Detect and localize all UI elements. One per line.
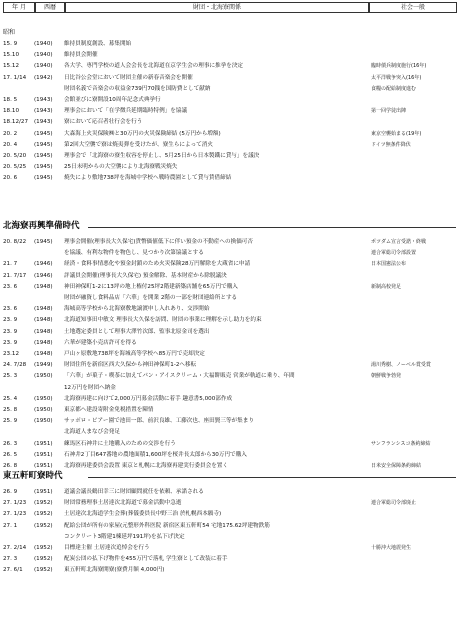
row-event: 「六華」が菓子・喫茶に加えてパン・アイスクリーム・大福餅販売 営業が軌道に乗り、年間 [64,373,295,380]
row-year: (1951) [34,463,53,469]
row-year: (1952) [34,556,53,563]
row-year: (1942) [34,74,53,81]
section-header [0,470,460,484]
row-year: (1945) [34,239,53,245]
row-event: 財団が融資し食料品店「六華」を開業 2階の一部を財団連絡所とする [64,295,238,301]
row-general: 連合軍総司令部廃止 [371,500,417,507]
row-date: 27. 6/1 [3,567,23,574]
row-event: 12万円を財団へ納金 [64,384,116,391]
row-year: (1945) [34,130,53,137]
row-year: (1952) [34,500,53,507]
row-event: 道議会議長鶴田幸三に財団顧問就任を依頼、承諾される [64,489,204,495]
row-event: 寮において応召者壮行会を行う [64,119,143,126]
row-event: 東五軒町北海寮開寮(寮費月額 4,000円) [64,567,165,574]
row-year: (1951) [34,489,53,495]
row-date: 27. 1 [3,522,18,529]
row-year: (1948) [34,283,53,290]
row-event: 東京都へ建設寄附金免税措置を陳情 [64,407,154,413]
row-general: 臨時債兵制度施行(16年) [371,63,427,70]
row-year: (1952) [34,522,53,529]
row-year: (1950) [34,418,53,425]
row-year: (1948) [34,328,53,335]
row-event: 維持員会開催 [64,52,98,59]
row-date: 27. 1/23 [3,500,27,507]
row-event: 財団常務理事土居達次北海道で募金活動中急逝 [64,500,182,507]
row-year: (1943) [34,108,53,115]
row-date: 21. 7 [3,261,18,268]
row-year: (1946) [34,261,53,268]
row-general: ドイツ無条件降伏 [371,141,411,148]
row-date: 24. 7/28 [3,362,27,369]
row-event: 25日未明からの大空襲により北海寮戦災焼失 [64,164,178,171]
row-event: 第2回大空襲で寮は焼夷弾を受けたが、寮生らによって消火 [64,141,213,148]
row-year: (1952) [34,567,53,574]
row-event: 配炭公団の払下げ物件を455万円で落札 学生寮として改装に着手 [64,556,228,563]
row-event: 大森海上火災保険㈱と30万円の火災保険締結 (5万円から増額) [64,130,221,137]
row-date: 25. 8 [3,407,18,413]
header-year-month: 年 月 [3,2,35,13]
row-event: 目標達主催 土居達次追悼会を行う [64,545,150,551]
row-year: (1951) [34,440,53,447]
row-general: 第一回学徒出陣 [371,108,407,115]
row-year: (1952) [34,545,53,551]
row-event: 日比谷公会堂において財団主催の新春音楽会を開催 [64,74,193,81]
row-event: 練馬区石神井に土地購入のための交渉を行う [64,440,176,447]
section-rule [88,477,456,478]
row-year: (1940) [34,52,53,59]
row-event: 財団住所を新宿区西大久保から神田神保町1-2へ移転 [64,362,197,369]
row-event: 焼失により敷地738坪を海城中学校へ戦時農園として貸与賃借締結 [64,175,232,182]
row-date: 26. 9 [3,489,18,495]
row-year: (1948) [34,351,53,357]
row-event: 六華が建築小売店許可を得る [64,339,137,346]
row-event: 北海寮再建に向けて2,000万円募金活動に着手 趣意書5,000部作成 [64,395,233,402]
row-event: サッポロ・ビアー園で池田一郎、前沢良雄、工藤次也、座田賢三等が集まり [64,418,254,425]
row-date: 15.12 [3,63,20,70]
row-year: (1945) [34,175,53,182]
row-year: (1945) [34,141,53,148]
row-event: 各大学、専門学校の道人会会長を北海道在京学生会の理事に推挙を決定 [64,63,244,70]
era-label: 昭和 [3,29,16,36]
section-title: 東五軒町寮時代 [3,471,63,481]
row-date: 23. 6 [3,283,18,290]
row-event: 神田神保町1-2に13坪の地上権付25坪2階建新築店舗を65万円で購入 [64,283,238,290]
row-date: 23. 9 [3,328,18,335]
row-date: 15. 9 [3,41,18,47]
row-date: 27. 2/14 [3,545,27,551]
row-year: (1943) [34,119,53,126]
row-event: 北海寮再建委員会設置 東京と札幌に北海寮再建実行委員会を置く [64,463,228,469]
row-date: 18. 5 [3,97,18,103]
row-date: 20. 5/25 [3,164,27,171]
row-date: 27. 3 [3,556,18,563]
row-event: 経済・食料事情悪化や預金封鎖のため火災保険28万円解除を大蔵省に申請 [64,261,251,268]
row-date: 15.10 [3,52,20,59]
row-date: 20. 8/22 [3,239,27,245]
row-year: (1948) [34,317,53,324]
row-year: (1940) [34,63,53,70]
section-rule [88,227,456,228]
row-year: (1945) [34,164,53,171]
row-date: 23. 9 [3,339,18,346]
row-date: 23. 9 [3,317,18,324]
row-general: 湯川秀樹、ノーベル賞受賞 [371,362,431,369]
row-date: 25. 3 [3,373,18,380]
row-date: 17. 1/14 [3,74,27,81]
row-year: (1952) [34,511,53,518]
row-general: 日本国憲法公布 [371,261,407,268]
row-general: ポツダム宣言受諾・終戦 [371,239,426,245]
row-date: 20. 2 [3,130,18,137]
row-general: 朝鮮戦争勃発 [371,373,402,380]
row-year: (1943) [34,97,53,103]
row-event: 理事会で「北海寮の寮生収容を停止し、5月25日から日本製鐵に貸与」を議決 [64,153,260,159]
row-date: 21. 7/17 [3,272,27,279]
row-date: 26. 3 [3,440,18,447]
row-date: 18.10 [3,108,20,115]
row-event: 財団名義で音楽会の収益金739円70銭を国防費として献納 [64,85,211,92]
row-event: を協議、有利な物件を物色し、見つかり次第協議とする [64,250,204,257]
row-event: 理事会開催(理事長大久保宅)貨幣価値低下に伴い預金の不動産への換価可否 [64,239,253,245]
row-general: 十勝沖大地震発生 [371,545,412,551]
row-general: 食糧の配給制度進む [371,85,417,92]
row-date: 18.12/27 [3,119,29,126]
row-event: 評議員会開催(理事長大久保宅) 預金解除、基本財産から除脱議決 [64,272,227,279]
row-event: 北海道人まなび会発足 [64,429,120,436]
row-date: 20. 6 [3,175,18,182]
row-year: (1948) [34,306,53,313]
section-title: 北海寮再興準備時代 [3,221,80,231]
section-header [0,220,460,234]
row-general: サンフランシスコ条約締結 [371,440,431,447]
row-year: (1945) [34,153,53,159]
row-event: 海城高等学校から北海寮敷地譲渡申し入れあり、交渉開始 [64,306,210,313]
row-event: 北海道知事田中敏文 理事長大久保を訪問、財団の事業に理解を示し助力を約束 [64,317,262,324]
row-general: 太平洋戦争突入(16年) [371,74,422,81]
row-general: 東京空襲始まる(19年) [371,130,422,137]
row-event: 維持員制度創設、募集開始 [64,41,132,47]
row-event: 会館並びに寮開設10周年記念式典挙行 [64,97,161,103]
row-date: 20. 5/20 [3,153,27,159]
header-general: 社会一般 [369,2,457,13]
row-year: (1948) [34,339,53,346]
header-seireki: 西暦 [35,2,65,13]
row-general: 日米安全保障条約締結 [371,463,422,469]
row-event: コンクリート3階建1棟延坪191坪)を払下げ決定 [64,533,185,540]
header-foundation: 財団・北海寮関係 [65,2,369,13]
row-event: 石神井2丁目647番地の農地面積1,600坪を桜井長太郎から30万円で購入 [64,451,247,458]
row-date: 23. 6 [3,306,18,313]
row-general: 連合軍総司令部設置 [371,250,417,257]
row-year: (1946) [34,272,53,279]
row-event: 戸山ヶ原敷地738坪を海城高等学校へ85万円で売却決定 [64,351,205,357]
row-general: 新制高校発足 [371,283,402,290]
row-date: 26. 8 [3,463,18,469]
row-date: 25. 9 [3,418,18,425]
row-date: 23.12 [3,351,20,357]
row-year: (1950) [34,373,53,380]
row-year: (1951) [34,451,53,458]
row-event: 土居達次北海道学生会葬(葬儀委員長中野三治 於札幌西本願寺) [64,511,222,518]
row-date: 25. 4 [3,395,18,402]
row-event: 配給公団が所有の家屋(元整形外科医院 新宿区東五軒町54 宅地175.62坪建物鉄筋 [64,522,270,529]
row-date: 26. 5 [3,451,18,458]
row-year: (1950) [34,395,53,402]
row-date: 27. 1/23 [3,511,27,518]
row-year: (1949) [34,362,53,369]
row-year: (1950) [34,407,53,413]
row-year: (1940) [34,41,53,47]
row-event: 理事会において「在学徴兵延期臨時特例」を協議 [64,108,188,115]
row-event: 土地選定委員として理事大澤竹次郎、監事北原金司を選出 [64,328,210,335]
row-date: 20. 4 [3,141,18,148]
